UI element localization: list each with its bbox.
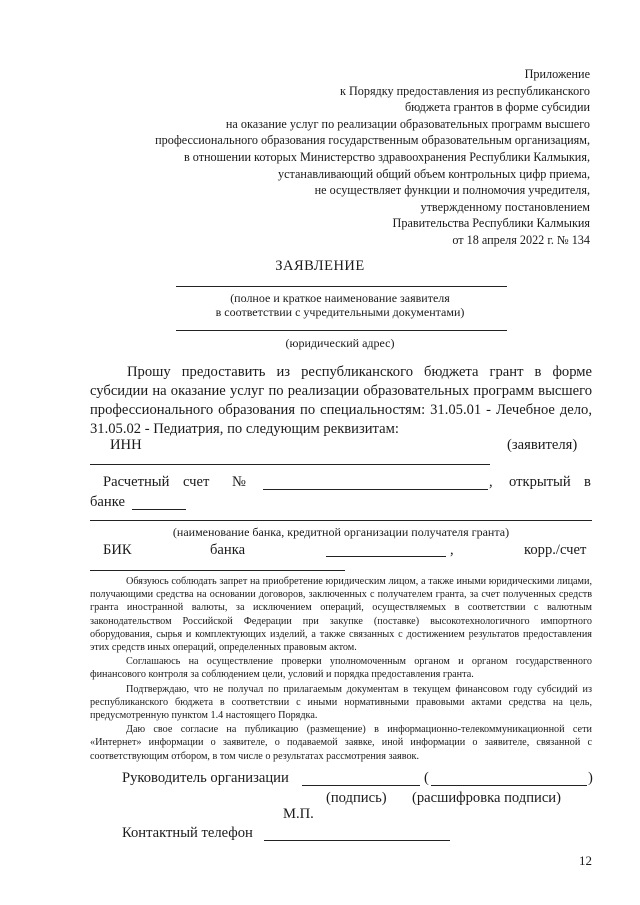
corr-account-label: корр./счет	[524, 542, 587, 558]
bik-bank-label: банка	[210, 542, 246, 558]
header-line: от 18 апреля 2022 г. № 134	[452, 232, 590, 247]
obligation-paragraph: Даю свое согласие на публикацию (размещение) в информационно-телекоммуникационной сети «Интернет» информации о заявителе, о подаваемой заявке, иной информации о заявителе, связанной с соответствующим отбором, в том числе о результатах рассмотрения заявок.	[90, 724, 592, 762]
bik-line	[326, 556, 446, 557]
applicant-name-caption: (полное и краткое наименование заявителя	[230, 291, 450, 305]
header-line: устанавливающий общий объем контрольных цифр приема,	[278, 166, 590, 181]
stamp-label: М.П.	[283, 806, 314, 822]
bank-name-caption: (наименование банка, кредитной организации получателя гранта)	[172, 525, 510, 539]
obligation-paragraph: Соглашаюсь на осуществление проверки уполномоченным органом и органом государственного финансового контроля за соблюдением цели, условий и порядка предоставления гранта.	[90, 656, 592, 681]
decode-caption: (расшифровка подписи)	[412, 790, 561, 806]
header-line: Приложение	[524, 67, 590, 81]
in-label: в	[584, 474, 591, 490]
account-label-2: счет	[183, 474, 210, 490]
contact-phone-label: Контактный телефон	[122, 825, 253, 841]
account-number-sign: №	[232, 474, 246, 490]
header-line: в отношении которых Министерство здравоохранения Республики Калмыкия,	[183, 149, 590, 164]
bik-comma: ,	[450, 542, 454, 558]
header-line: не осуществляет функции и полномочия учредителя,	[314, 183, 590, 198]
account-comma: ,	[489, 474, 493, 490]
inn-suffix: (заявителя)	[507, 437, 578, 453]
request-text: Прошу предоставить из республиканского бюджета грант в форме субсидии на оказание услуг по реализации образовательных программ высшего профессионального образования по специальностям: 31.05.01 - Лечебное дело, 31.05.02 - Педиатрия, по следующим реквизитам:	[90, 364, 592, 437]
header-line: профессионального образования государственным образовательным организациям,	[155, 133, 590, 148]
obligations-block	[90, 575, 592, 764]
decode-close-paren: )	[588, 770, 593, 786]
bank-short-line	[132, 509, 186, 510]
address-caption: (юридический адрес)	[285, 336, 395, 350]
header-line: утвержденному постановлением	[420, 199, 590, 214]
signature-line	[302, 785, 420, 786]
contact-phone-line	[264, 840, 450, 841]
document-title: ЗАЯВЛЕНИЕ	[275, 258, 365, 274]
header-line: бюджета грантов в форме субсидии	[404, 100, 590, 115]
bank-name-line	[90, 520, 592, 521]
address-line	[176, 330, 507, 331]
header-line: Правительства Республики Калмыкия	[392, 216, 590, 231]
applicant-name-line	[176, 286, 507, 287]
opened-label: открытый	[509, 474, 571, 490]
decode-open-paren: (	[424, 770, 429, 786]
header-line: к Порядку предоставления из республиканского	[339, 83, 590, 98]
bik-label: БИК	[103, 542, 132, 558]
request-paragraph	[90, 363, 592, 439]
footnote-separator	[90, 570, 345, 571]
obligation-paragraph: Обязуюсь соблюдать запрет на приобретение юридическим лицом, а также иными юридическими лицами, получающими средства на основании договоров, заключенных с получателем гранта, за счет полученных средств гранта иностранной валюты, за исключением операций, осуществляемых в соответствии с валютным законодательством Российской Федерации при закупке (поставке) высокотехнологичного импортного оборудования, сырья и комплектующих изделий, а также связанных с достижением результатов предоставления этих средств иных операций, определенных правовым актом.	[90, 576, 592, 654]
header-line: на оказание услуг по реализации образовательных программ высшего	[225, 116, 590, 131]
account-line	[263, 489, 488, 490]
head-of-organization-label: Руководитель организации	[122, 770, 289, 786]
inn-label: ИНН	[110, 437, 142, 453]
inn-line	[90, 464, 490, 465]
bank-label: банке	[90, 494, 125, 510]
page-number: 12	[579, 853, 592, 868]
account-label: Расчетный	[103, 474, 170, 490]
appendix-header	[155, 66, 590, 249]
decode-line	[431, 785, 587, 786]
signature-caption: (подпись)	[326, 790, 387, 806]
obligation-paragraph: Подтверждаю, что не получал по прилагаемым документам в текущем финансовом году субсидий из республиканского бюджета в соответствии с иными нормативными правовыми актами средства на цель, предусмотренную пунктом 1.4 настоящего Порядка.	[90, 683, 592, 722]
applicant-name-caption: в соответствии с учредительными документами)	[215, 305, 465, 319]
